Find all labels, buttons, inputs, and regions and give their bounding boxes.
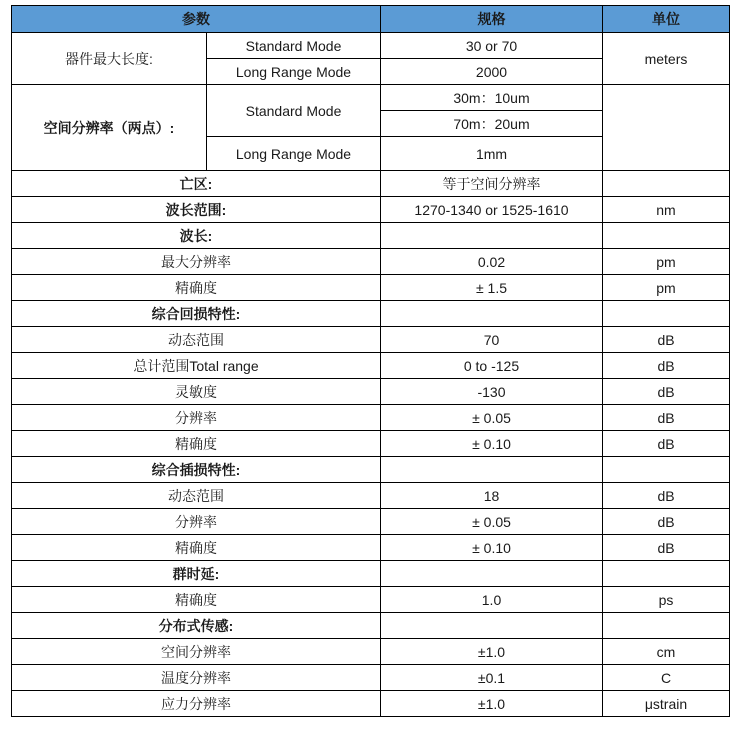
spec-cell: ± 1.5 [381,275,603,301]
table-row [12,639,730,665]
spatial-resolution-long-mode: Long Range Mode [207,137,381,171]
spec-table-container [11,5,730,717]
spec-cell: 0.02 [381,249,603,275]
unit-cell: pm [603,249,730,275]
unit-cell [603,613,730,639]
section-header-row [12,301,730,327]
table-row [12,665,730,691]
param-cell: 波长范围: [12,197,381,223]
unit-cell: dB [603,353,730,379]
device-length-long-value: 2000 [381,59,603,85]
param-cell: 综合插损特性: [12,457,381,483]
param-cell: 灵敏度 [12,379,381,405]
unit-cell [603,561,730,587]
device-length-long-mode: Long Range Mode [207,59,381,85]
table-row [12,587,730,613]
spec-cell: 等于空间分辨率 [381,171,603,197]
param-cell: 分布式传感: [12,613,381,639]
table-row [12,353,730,379]
table-row [12,483,730,509]
table-row [12,405,730,431]
param-cell: 群时延: [12,561,381,587]
spatial-resolution-long-value: 1mm [381,137,603,171]
spatial-resolution-standard-value-2: 70m：20um [381,111,603,137]
spec-cell: 0 to -125 [381,353,603,379]
spec-cell [381,613,603,639]
table-row [12,249,730,275]
table-row [12,85,730,111]
param-cell: 最大分辨率 [12,249,381,275]
param-cell: 亡区: [12,171,381,197]
spatial-resolution-standard-mode: Standard Mode [207,85,381,137]
spec-cell: 1270-1340 or 1525-1610 [381,197,603,223]
section-header-row [12,197,730,223]
param-cell: 应力分辨率 [12,691,381,717]
spec-cell: ±0.1 [381,665,603,691]
spec-cell [381,223,603,249]
unit-cell: C [603,665,730,691]
param-cell: 波长: [12,223,381,249]
spatial-resolution-standard-value-1: 30m：10um [381,85,603,111]
section-header-row [12,171,730,197]
unit-cell: dB [603,431,730,457]
header-spec: 规格 [381,6,603,33]
table-row [12,509,730,535]
spec-cell [381,301,603,327]
header-unit: 单位 [603,6,730,33]
unit-cell: ps [603,587,730,613]
spec-cell [381,561,603,587]
param-cell: 精确度 [12,431,381,457]
spatial-resolution-label: 空间分辨率（两点）: [12,85,207,171]
device-length-standard-mode: Standard Mode [207,33,381,59]
unit-cell: μstrain [603,691,730,717]
spec-cell [381,457,603,483]
param-cell: 精确度 [12,275,381,301]
table-row [12,535,730,561]
param-cell: 综合回损特性: [12,301,381,327]
section-header-row [12,561,730,587]
spec-cell: ± 0.10 [381,535,603,561]
spec-cell: ± 0.05 [381,405,603,431]
section-header-row [12,457,730,483]
spec-cell: 70 [381,327,603,353]
param-cell: 动态范围 [12,483,381,509]
spec-cell: -130 [381,379,603,405]
unit-cell [603,457,730,483]
unit-cell: dB [603,327,730,353]
param-cell: 分辨率 [12,405,381,431]
spec-cell: ± 0.05 [381,509,603,535]
table-header-row [12,6,730,33]
spec-cell: 18 [381,483,603,509]
spec-cell: ±1.0 [381,639,603,665]
table-row [12,379,730,405]
section-header-row [12,613,730,639]
unit-cell [603,301,730,327]
table-row [12,275,730,301]
param-cell: 空间分辨率 [12,639,381,665]
unit-cell: dB [603,535,730,561]
unit-cell: nm [603,197,730,223]
spec-cell: ± 0.10 [381,431,603,457]
table-row [12,431,730,457]
unit-cell: dB [603,483,730,509]
table-row [12,33,730,59]
param-cell: 动态范围 [12,327,381,353]
param-cell: 总计范围Total range [12,353,381,379]
spec-cell: ±1.0 [381,691,603,717]
param-cell: 精确度 [12,535,381,561]
param-cell: 分辨率 [12,509,381,535]
unit-cell [603,171,730,197]
device-length-unit: meters [603,33,730,85]
unit-cell: pm [603,275,730,301]
unit-cell: dB [603,509,730,535]
spec-cell: 1.0 [381,587,603,613]
unit-cell [603,223,730,249]
spatial-resolution-unit [603,85,730,171]
device-length-label: 器件最大长度: [12,33,207,85]
unit-cell: dB [603,405,730,431]
table-row [12,691,730,717]
spec-table [11,5,730,717]
device-length-standard-value: 30 or 70 [381,33,603,59]
unit-cell: cm [603,639,730,665]
param-cell: 精确度 [12,587,381,613]
header-param: 参数 [12,6,381,33]
section-header-row [12,223,730,249]
unit-cell: dB [603,379,730,405]
param-cell: 温度分辨率 [12,665,381,691]
table-row [12,327,730,353]
